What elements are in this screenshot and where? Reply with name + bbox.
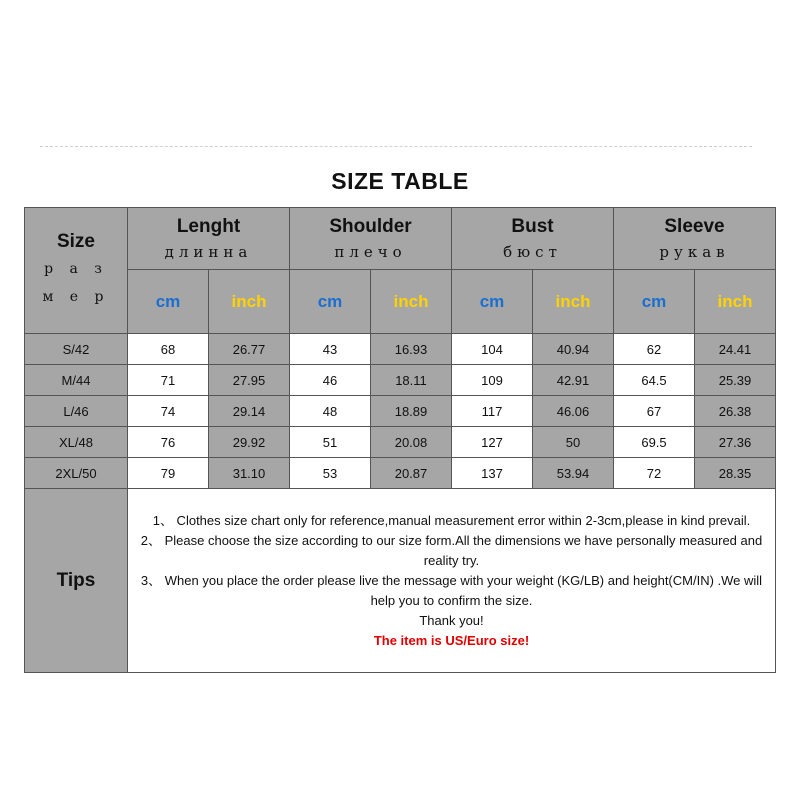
page-title: SIZE TABLE bbox=[331, 168, 469, 194]
value-cell: 24.41 bbox=[695, 334, 776, 365]
value-cell: 18.89 bbox=[371, 396, 452, 427]
value-cell: 29.92 bbox=[209, 427, 290, 458]
value-cell: 26.38 bbox=[695, 396, 776, 427]
unit-cm: cm bbox=[452, 270, 533, 334]
value-cell: 67 bbox=[614, 396, 695, 427]
unit-inch: inch bbox=[209, 270, 290, 334]
dashed-divider bbox=[40, 146, 752, 147]
tip-line: Thank you! bbox=[419, 612, 484, 628]
value-cell: 18.11 bbox=[371, 365, 452, 396]
header-row-units bbox=[25, 270, 776, 334]
value-cell: 31.10 bbox=[209, 458, 290, 489]
value-cell: 16.93 bbox=[371, 334, 452, 365]
value-cell: 64.5 bbox=[614, 365, 695, 396]
value-cell: 48 bbox=[290, 396, 371, 427]
value-cell: 68 bbox=[128, 334, 209, 365]
value-cell: 20.08 bbox=[371, 427, 452, 458]
table-row bbox=[25, 427, 776, 458]
value-cell: 43 bbox=[290, 334, 371, 365]
group-header-sleeve bbox=[614, 208, 776, 270]
size-label: S/42 bbox=[25, 334, 128, 365]
group-header-ru: плечо bbox=[334, 242, 407, 261]
size-header-ru: р а з м е р bbox=[42, 260, 110, 305]
value-cell: 40.94 bbox=[533, 334, 614, 365]
table-row bbox=[25, 334, 776, 365]
group-header-length bbox=[128, 208, 290, 270]
group-header-bust bbox=[452, 208, 614, 270]
table-row bbox=[25, 365, 776, 396]
group-header-en: Lenght bbox=[176, 215, 241, 237]
value-cell: 42.91 bbox=[533, 365, 614, 396]
group-header-ru: рукав bbox=[659, 242, 730, 261]
value-cell: 74 bbox=[128, 396, 209, 427]
value-cell: 46 bbox=[290, 365, 371, 396]
group-header-en: Shoulder bbox=[329, 215, 412, 237]
table-row bbox=[25, 458, 776, 489]
value-cell: 27.36 bbox=[695, 427, 776, 458]
size-label: XL/48 bbox=[25, 427, 128, 458]
header-row-names bbox=[25, 208, 776, 270]
value-cell: 69.5 bbox=[614, 427, 695, 458]
value-cell: 53 bbox=[290, 458, 371, 489]
value-cell: 79 bbox=[128, 458, 209, 489]
tips-label: Tips bbox=[25, 489, 128, 673]
value-cell: 25.39 bbox=[695, 365, 776, 396]
group-header-ru: длинна bbox=[164, 242, 253, 261]
tips-text bbox=[128, 489, 776, 673]
value-cell: 20.87 bbox=[371, 458, 452, 489]
size-header-en: Size bbox=[56, 230, 96, 252]
unit-inch: inch bbox=[695, 270, 776, 334]
group-header-shoulder bbox=[290, 208, 452, 270]
value-cell: 71 bbox=[128, 365, 209, 396]
value-cell: 137 bbox=[452, 458, 533, 489]
unit-cm: cm bbox=[290, 270, 371, 334]
value-cell: 62 bbox=[614, 334, 695, 365]
value-cell: 109 bbox=[452, 365, 533, 396]
size-label: L/46 bbox=[25, 396, 128, 427]
size-label: M/44 bbox=[25, 365, 128, 396]
group-header-en: Bust bbox=[511, 215, 554, 237]
unit-inch: inch bbox=[533, 270, 614, 334]
unit-inch: inch bbox=[371, 270, 452, 334]
size-table bbox=[24, 207, 776, 673]
value-cell: 51 bbox=[290, 427, 371, 458]
value-cell: 53.94 bbox=[533, 458, 614, 489]
value-cell: 104 bbox=[452, 334, 533, 365]
size-label: 2XL/50 bbox=[25, 458, 128, 489]
group-header-en: Sleeve bbox=[664, 215, 725, 237]
value-cell: 72 bbox=[614, 458, 695, 489]
unit-cm: cm bbox=[614, 270, 695, 334]
tips-row bbox=[25, 489, 776, 673]
group-header-ru: бюст bbox=[503, 242, 562, 261]
value-cell: 26.77 bbox=[209, 334, 290, 365]
value-cell: 117 bbox=[452, 396, 533, 427]
table-row bbox=[25, 396, 776, 427]
value-cell: 28.35 bbox=[695, 458, 776, 489]
tip-line: 1、 Clothes size chart only for reference,manual measurement error within 2-3cm,please in kind prevail. bbox=[152, 512, 751, 528]
value-cell: 29.14 bbox=[209, 396, 290, 427]
tip-line: 3、 When you place the order please live the message with your weight (KG/LB) and height(CM/IN) .We will help you to confirm the size. bbox=[140, 572, 763, 608]
unit-cm: cm bbox=[128, 270, 209, 334]
value-cell: 50 bbox=[533, 427, 614, 458]
size-header-cell bbox=[25, 208, 128, 334]
value-cell: 46.06 bbox=[533, 396, 614, 427]
size-note: The item is US/Euro size! bbox=[373, 632, 530, 648]
value-cell: 76 bbox=[128, 427, 209, 458]
value-cell: 27.95 bbox=[209, 365, 290, 396]
tip-line: 2、 Please choose the size according to our size form.All the dimensions we have personally measured and reality try. bbox=[140, 532, 763, 568]
value-cell: 127 bbox=[452, 427, 533, 458]
